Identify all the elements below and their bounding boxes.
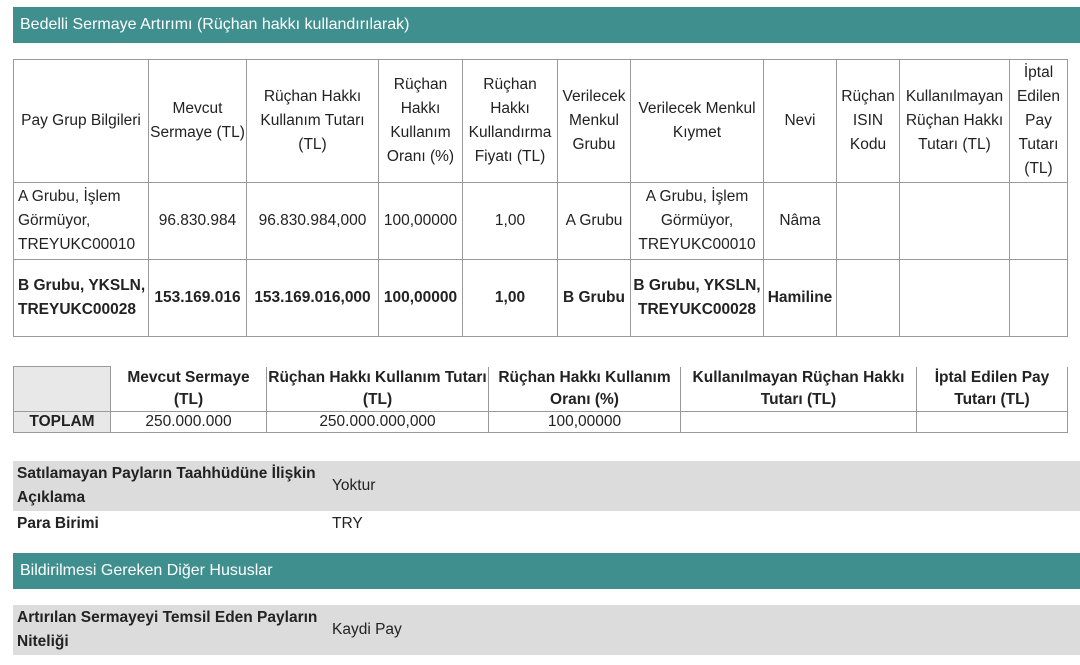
table-cell: A Grubu, İşlem Görmüyor, TREYUKC00010 bbox=[631, 183, 764, 260]
table-cell: 96.830.984 bbox=[149, 183, 247, 260]
share-nature-row bbox=[13, 605, 1080, 655]
col-header-kullandirma-fiyati: Rüçhan Hakkı Kullandırma Fiyatı (TL) bbox=[463, 60, 558, 183]
total-header-kullanim-orani: Rüçhan Hakkı Kullanım Oranı (%) bbox=[489, 367, 681, 412]
table-cell: Hamiline bbox=[764, 260, 837, 337]
section-title: Bedelli Sermaye Artırımı (Rüçhan hakkı kullandırılarak) bbox=[20, 16, 410, 33]
table-cell: 100,00000 bbox=[379, 183, 463, 260]
table-cell: B Grubu, YKSLN, TREYUKC00028 bbox=[14, 260, 149, 337]
total-header-iptal-edilen: İptal Edilen Pay Tutarı (TL) bbox=[917, 367, 1068, 412]
table-cell: A Grubu, İşlem Görmüyor, TREYUKC00010 bbox=[14, 183, 149, 260]
currency-value: TRY bbox=[332, 515, 363, 532]
total-row bbox=[14, 412, 1068, 433]
total-header-mevcut-sermaye: Mevcut Sermaye (TL) bbox=[111, 367, 267, 412]
table-row bbox=[14, 183, 1068, 260]
table-cell bbox=[900, 183, 1010, 260]
section-header-other-matters bbox=[13, 553, 1080, 589]
col-header-isin-kodu: Rüçhan ISIN Kodu bbox=[837, 60, 900, 183]
total-cell: 250.000.000,000 bbox=[267, 412, 489, 433]
table-row bbox=[14, 260, 1068, 337]
total-header-kullanim-tutari: Rüçhan Hakkı Kullanım Tutarı (TL) bbox=[267, 367, 489, 412]
table-cell bbox=[900, 260, 1010, 337]
section-header-capital-increase bbox=[13, 7, 1080, 43]
col-header-iptal-edilen: İptal Edilen Pay Tutarı (TL) bbox=[1010, 60, 1068, 183]
total-cell bbox=[681, 412, 917, 433]
share-nature-value: Kaydi Pay bbox=[332, 621, 402, 638]
total-cell: 250.000.000 bbox=[111, 412, 267, 433]
page-container bbox=[13, 7, 1080, 655]
unsold-shares-row bbox=[13, 461, 1080, 511]
table-cell: Nâma bbox=[764, 183, 837, 260]
currency-row bbox=[13, 511, 1080, 537]
section-title: Bildirilmesi Gereken Diğer Hususlar bbox=[20, 562, 273, 579]
table-cell: 153.169.016,000 bbox=[247, 260, 379, 337]
table-cell: B Grubu bbox=[558, 260, 631, 337]
col-header-nevi: Nevi bbox=[764, 60, 837, 183]
share-group-table bbox=[13, 59, 1068, 337]
table-cell: 96.830.984,000 bbox=[247, 183, 379, 260]
col-header-menkul-kiymet: Verilecek Menkul Kıymet bbox=[631, 60, 764, 183]
table-cell bbox=[837, 260, 900, 337]
total-cell bbox=[917, 412, 1068, 433]
total-header-kullanilmayan: Kullanılmayan Rüçhan Hakkı Tutarı (TL) bbox=[681, 367, 917, 412]
share-nature-label: Artırılan Sermayeyi Temsil Eden Payların Niteliği bbox=[17, 609, 318, 650]
col-header-pay-grup: Pay Grup Bilgileri bbox=[14, 60, 149, 183]
table-header-row bbox=[14, 60, 1068, 183]
table-cell: 1,00 bbox=[463, 183, 558, 260]
total-cell: 100,00000 bbox=[489, 412, 681, 433]
table-cell: 1,00 bbox=[463, 260, 558, 337]
table-cell: B Grubu, YKSLN, TREYUKC00028 bbox=[631, 260, 764, 337]
col-header-menkul-grubu: Verilecek Menkul Grubu bbox=[558, 60, 631, 183]
col-header-kullanim-orani: Rüçhan Hakkı Kullanım Oranı (%) bbox=[379, 60, 463, 183]
total-table bbox=[13, 366, 1068, 433]
table-cell: 100,00000 bbox=[379, 260, 463, 337]
table-cell bbox=[837, 183, 900, 260]
unsold-shares-value: Yoktur bbox=[332, 477, 376, 494]
table-cell bbox=[1010, 183, 1068, 260]
total-header-blank bbox=[14, 367, 111, 412]
col-header-mevcut-sermaye: Mevcut Sermaye (TL) bbox=[149, 60, 247, 183]
currency-label: Para Birimi bbox=[17, 515, 99, 532]
col-header-kullanilmayan: Kullanılmayan Rüçhan Hakkı Tutarı (TL) bbox=[900, 60, 1010, 183]
total-label: TOPLAM bbox=[14, 412, 111, 433]
unsold-shares-label: Satılamayan Payların Taahhüdüne İlişkin Açıklama bbox=[17, 465, 316, 506]
total-header-row bbox=[14, 367, 1068, 412]
table-cell: 153.169.016 bbox=[149, 260, 247, 337]
table-cell bbox=[1010, 260, 1068, 337]
table-cell: A Grubu bbox=[558, 183, 631, 260]
col-header-kullanim-tutari: Rüçhan Hakkı Kullanım Tutarı (TL) bbox=[247, 60, 379, 183]
